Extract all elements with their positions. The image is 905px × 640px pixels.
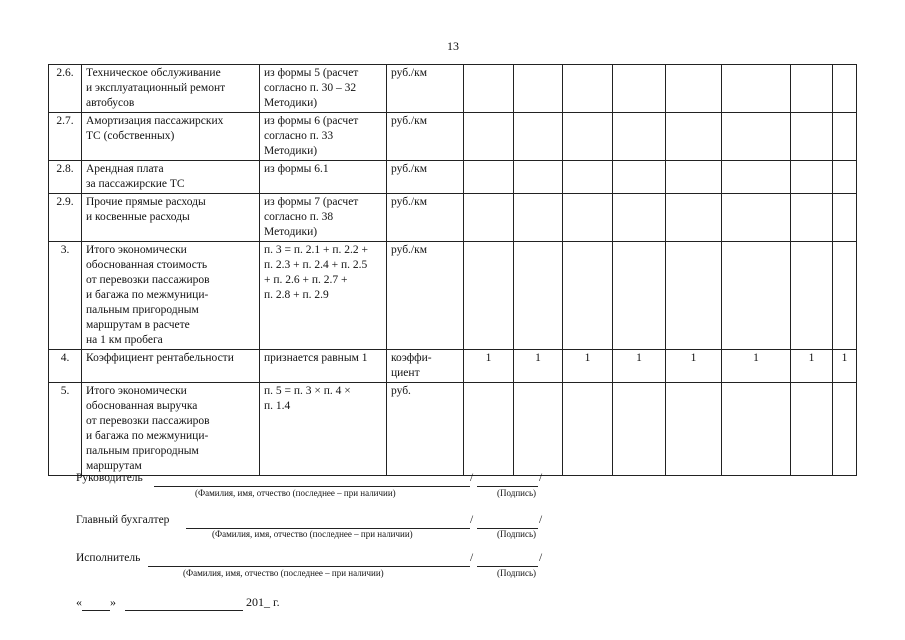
value-cell <box>464 194 514 242</box>
row-number-cell: 5. <box>49 383 82 476</box>
value-cell <box>833 383 857 476</box>
value-cell <box>666 65 722 113</box>
value-cell <box>722 113 791 161</box>
row-number-cell: 2.8. <box>49 161 82 194</box>
row-unit-cell <box>387 113 464 161</box>
name-line: ТС (собственных) <box>86 130 175 142</box>
day-blank <box>82 595 110 611</box>
row-name-cell <box>82 242 260 350</box>
value-cell <box>791 161 833 194</box>
row-unit-cell <box>387 383 464 476</box>
name-line: пальным пригородным <box>86 445 199 457</box>
month-blank <box>125 595 243 611</box>
row-unit-cell <box>387 242 464 350</box>
name-line: от перевозки пассажиров <box>86 274 210 286</box>
name-hint: (Фамилия, имя, отчество (последнее – при наличии) <box>212 529 413 539</box>
value-cell <box>514 194 563 242</box>
unit-line: руб./км <box>391 115 427 127</box>
unit-line: руб./км <box>391 244 427 256</box>
value-cell <box>722 194 791 242</box>
cost-table <box>48 64 857 476</box>
name-line <box>148 566 470 567</box>
value-cell <box>791 194 833 242</box>
value-cell <box>833 194 857 242</box>
value-cell <box>666 242 722 350</box>
date-open-quote: « <box>76 595 82 609</box>
name-hint: (Фамилия, имя, отчество (последнее – при наличии) <box>195 488 396 498</box>
row-unit-cell <box>387 161 464 194</box>
page-number: 13 <box>447 39 459 53</box>
row-formula-cell <box>260 350 387 383</box>
row-formula-cell <box>260 65 387 113</box>
sign-hint: (Подпись) <box>497 529 537 539</box>
sign-line <box>477 566 538 567</box>
value-cell <box>791 242 833 350</box>
row-name-cell <box>82 194 260 242</box>
name-line: маршрутам в расчете <box>86 319 190 331</box>
value-cell <box>563 161 613 194</box>
row-formula-cell <box>260 113 387 161</box>
name-line <box>154 486 470 487</box>
value-cell <box>464 383 514 476</box>
value-cell <box>791 113 833 161</box>
value-cell: 1 <box>563 350 613 383</box>
value-cell <box>563 113 613 161</box>
value-cell <box>666 161 722 194</box>
row-number-cell: 2.7. <box>49 113 82 161</box>
value-cell: 1 <box>833 350 857 383</box>
name-line: Техническое обслуживание <box>86 67 221 79</box>
table-row <box>49 194 857 242</box>
row-name-cell <box>82 113 260 161</box>
value-cell <box>722 65 791 113</box>
unit-line: руб./км <box>391 196 427 208</box>
value-cell <box>514 242 563 350</box>
name-line: Амортизация пассажирских <box>86 115 224 127</box>
name-line: Арендная плата <box>86 163 164 175</box>
name-hint: (Фамилия, имя, отчество (последнее – при наличии) <box>183 568 384 578</box>
value-cell <box>464 65 514 113</box>
value-cell <box>464 161 514 194</box>
name-line: маршрутам <box>86 460 142 472</box>
signature-label-chief-accountant: Главный бухгалтер <box>76 514 170 526</box>
formula-line: признается равным 1 <box>264 352 368 364</box>
table-row <box>49 113 857 161</box>
slash: / <box>539 552 543 564</box>
row-unit-cell <box>387 350 464 383</box>
row-unit-cell <box>387 194 464 242</box>
slash: / <box>470 552 474 564</box>
name-line: Прочие прямые расходы <box>86 196 206 208</box>
value-cell <box>833 113 857 161</box>
date-line <box>76 595 280 611</box>
slash: / <box>470 472 474 484</box>
signature-label-executor: Исполнитель <box>76 552 141 564</box>
value-cell <box>613 242 666 350</box>
value-cell <box>514 161 563 194</box>
row-number-cell: 2.9. <box>49 194 82 242</box>
table-row <box>49 383 857 476</box>
formula-line: согласно п. 33 <box>264 130 334 142</box>
name-line: автобусов <box>86 97 135 109</box>
formula-line: п. 5 = п. 3 × п. 4 × <box>264 385 351 397</box>
value-cell <box>514 383 563 476</box>
row-formula-cell <box>260 161 387 194</box>
signature-label-director: Руководитель <box>76 472 143 484</box>
formula-line: Методики) <box>264 145 318 157</box>
table-row <box>49 242 857 350</box>
sign-hint: (Подпись) <box>497 568 537 578</box>
formula-line: п. 1.4 <box>264 400 291 412</box>
name-line: Итого экономически <box>86 385 187 397</box>
name-line: Итого экономически <box>86 244 187 256</box>
value-cell <box>722 161 791 194</box>
row-formula-cell <box>260 383 387 476</box>
value-cell <box>563 383 613 476</box>
value-cell <box>613 161 666 194</box>
slash: / <box>539 472 543 484</box>
unit-line: циент <box>391 367 420 379</box>
formula-line: п. 3 = п. 2.1 + п. 2.2 + <box>264 244 369 256</box>
value-cell <box>563 65 613 113</box>
unit-line: руб./км <box>391 163 427 175</box>
value-cell <box>613 383 666 476</box>
formula-line: из формы 6.1 <box>264 163 329 175</box>
value-cell: 1 <box>514 350 563 383</box>
value-cell <box>464 242 514 350</box>
value-cell: 1 <box>722 350 791 383</box>
formula-line: согласно п. 30 – 32 <box>264 82 357 94</box>
unit-line: руб. <box>391 385 411 397</box>
value-cell: 1 <box>464 350 514 383</box>
row-unit-cell <box>387 65 464 113</box>
table-row <box>49 65 857 113</box>
value-cell <box>722 383 791 476</box>
value-cell <box>791 65 833 113</box>
value-cell <box>613 113 666 161</box>
value-cell <box>666 383 722 476</box>
row-number-cell: 3. <box>49 242 82 350</box>
row-formula-cell <box>260 242 387 350</box>
row-name-cell <box>82 350 260 383</box>
value-cell <box>666 194 722 242</box>
value-cell <box>833 65 857 113</box>
formula-line: из формы 6 (расчет <box>264 115 359 127</box>
table-row <box>49 350 857 383</box>
formula-line: согласно п. 38 <box>264 211 334 223</box>
date-year: 201_ г. <box>246 595 280 609</box>
value-cell <box>791 383 833 476</box>
name-line: за пассажирские ТС <box>86 178 185 190</box>
name-line: обоснованная стоимость <box>86 259 208 271</box>
slash: / <box>539 514 543 526</box>
formula-line: Методики) <box>264 226 318 238</box>
row-number-cell: 4. <box>49 350 82 383</box>
value-cell <box>833 161 857 194</box>
sign-hint: (Подпись) <box>497 488 537 498</box>
name-line: и эксплуатационный ремонт <box>86 82 226 94</box>
value-cell <box>514 65 563 113</box>
unit-line: коэффи- <box>391 352 432 364</box>
sign-line <box>477 486 538 487</box>
name-line: и багажа по межмуници- <box>86 430 209 442</box>
unit-line: руб./км <box>391 67 427 79</box>
value-cell <box>666 113 722 161</box>
row-name-cell <box>82 65 260 113</box>
name-line: пальным пригородным <box>86 304 199 316</box>
value-cell <box>613 65 666 113</box>
value-cell: 1 <box>791 350 833 383</box>
name-line: и багажа по межмуници- <box>86 289 209 301</box>
name-line: на 1 км пробега <box>86 334 163 346</box>
row-name-cell <box>82 383 260 476</box>
row-name-cell <box>82 161 260 194</box>
formula-line: п. 2.3 + п. 2.4 + п. 2.5 <box>264 259 368 271</box>
slash: / <box>470 514 474 526</box>
name-line: от перевозки пассажиров <box>86 415 210 427</box>
value-cell: 1 <box>613 350 666 383</box>
value-cell <box>613 194 666 242</box>
formula-line: п. 2.8 + п. 2.9 <box>264 289 329 301</box>
value-cell <box>722 242 791 350</box>
name-line: обоснованная выручка <box>86 400 198 412</box>
name-line: и косвенные расходы <box>86 211 190 223</box>
formula-line: из формы 7 (расчет <box>264 196 359 208</box>
value-cell <box>563 194 613 242</box>
value-cell: 1 <box>666 350 722 383</box>
date-close-quote: » <box>110 595 116 609</box>
row-number-cell: 2.6. <box>49 65 82 113</box>
value-cell <box>563 242 613 350</box>
formula-line: Методики) <box>264 97 318 109</box>
table-row <box>49 161 857 194</box>
value-cell <box>514 113 563 161</box>
name-line: Коэффициент рентабельности <box>86 352 234 364</box>
table-body <box>49 65 857 476</box>
formula-line: + п. 2.6 + п. 2.7 + <box>264 274 348 286</box>
formula-line: из формы 5 (расчет <box>264 67 359 79</box>
value-cell <box>464 113 514 161</box>
row-formula-cell <box>260 194 387 242</box>
value-cell <box>833 242 857 350</box>
